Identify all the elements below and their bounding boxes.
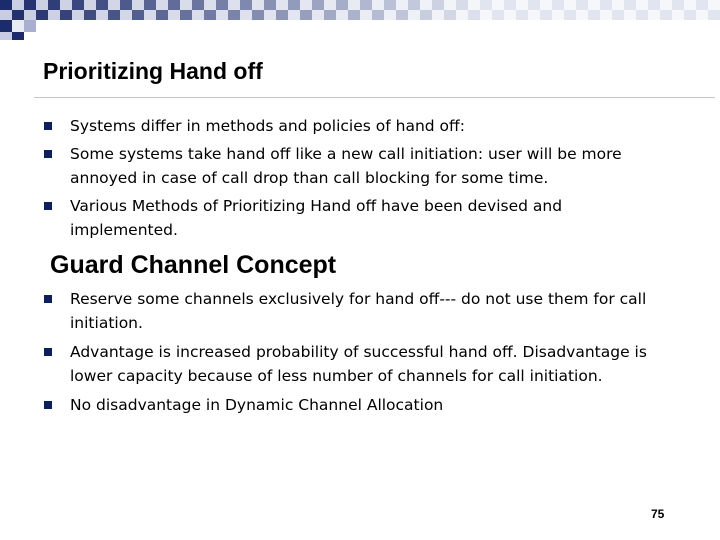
square-bullet-icon — [44, 150, 52, 158]
bullet-item: Systems differ in methods and policies of hand off: — [44, 114, 664, 138]
section-heading: Guard Channel Concept — [50, 251, 337, 279]
checker-header-decoration — [0, 0, 720, 40]
slide-title: Prioritizing Hand off — [43, 58, 263, 84]
bullet-item: Various Methods of Prioritizing Hand off have been devised and implemented. — [44, 194, 664, 242]
title-divider — [34, 97, 715, 98]
square-bullet-icon — [44, 295, 52, 303]
square-bullet-icon — [44, 122, 52, 130]
square-bullet-icon — [44, 401, 52, 409]
square-bullet-icon — [44, 348, 52, 356]
bullet-item: Some systems take hand off like a new call initiation: user will be more annoyed in case of call drop than call blocking for some time. — [44, 142, 664, 190]
bullet-item: No disadvantage in Dynamic Channel Allocation — [44, 393, 664, 417]
square-bullet-icon — [44, 202, 52, 210]
bullet-item: Reserve some channels exclusively for hand off--- do not use them for call initiation. — [44, 287, 664, 335]
page-number: 75 — [651, 507, 665, 521]
bullet-item: Advantage is increased probability of successful hand off. Disadvantage is lower capacity because of less number of channels for call initiation. — [44, 340, 664, 388]
